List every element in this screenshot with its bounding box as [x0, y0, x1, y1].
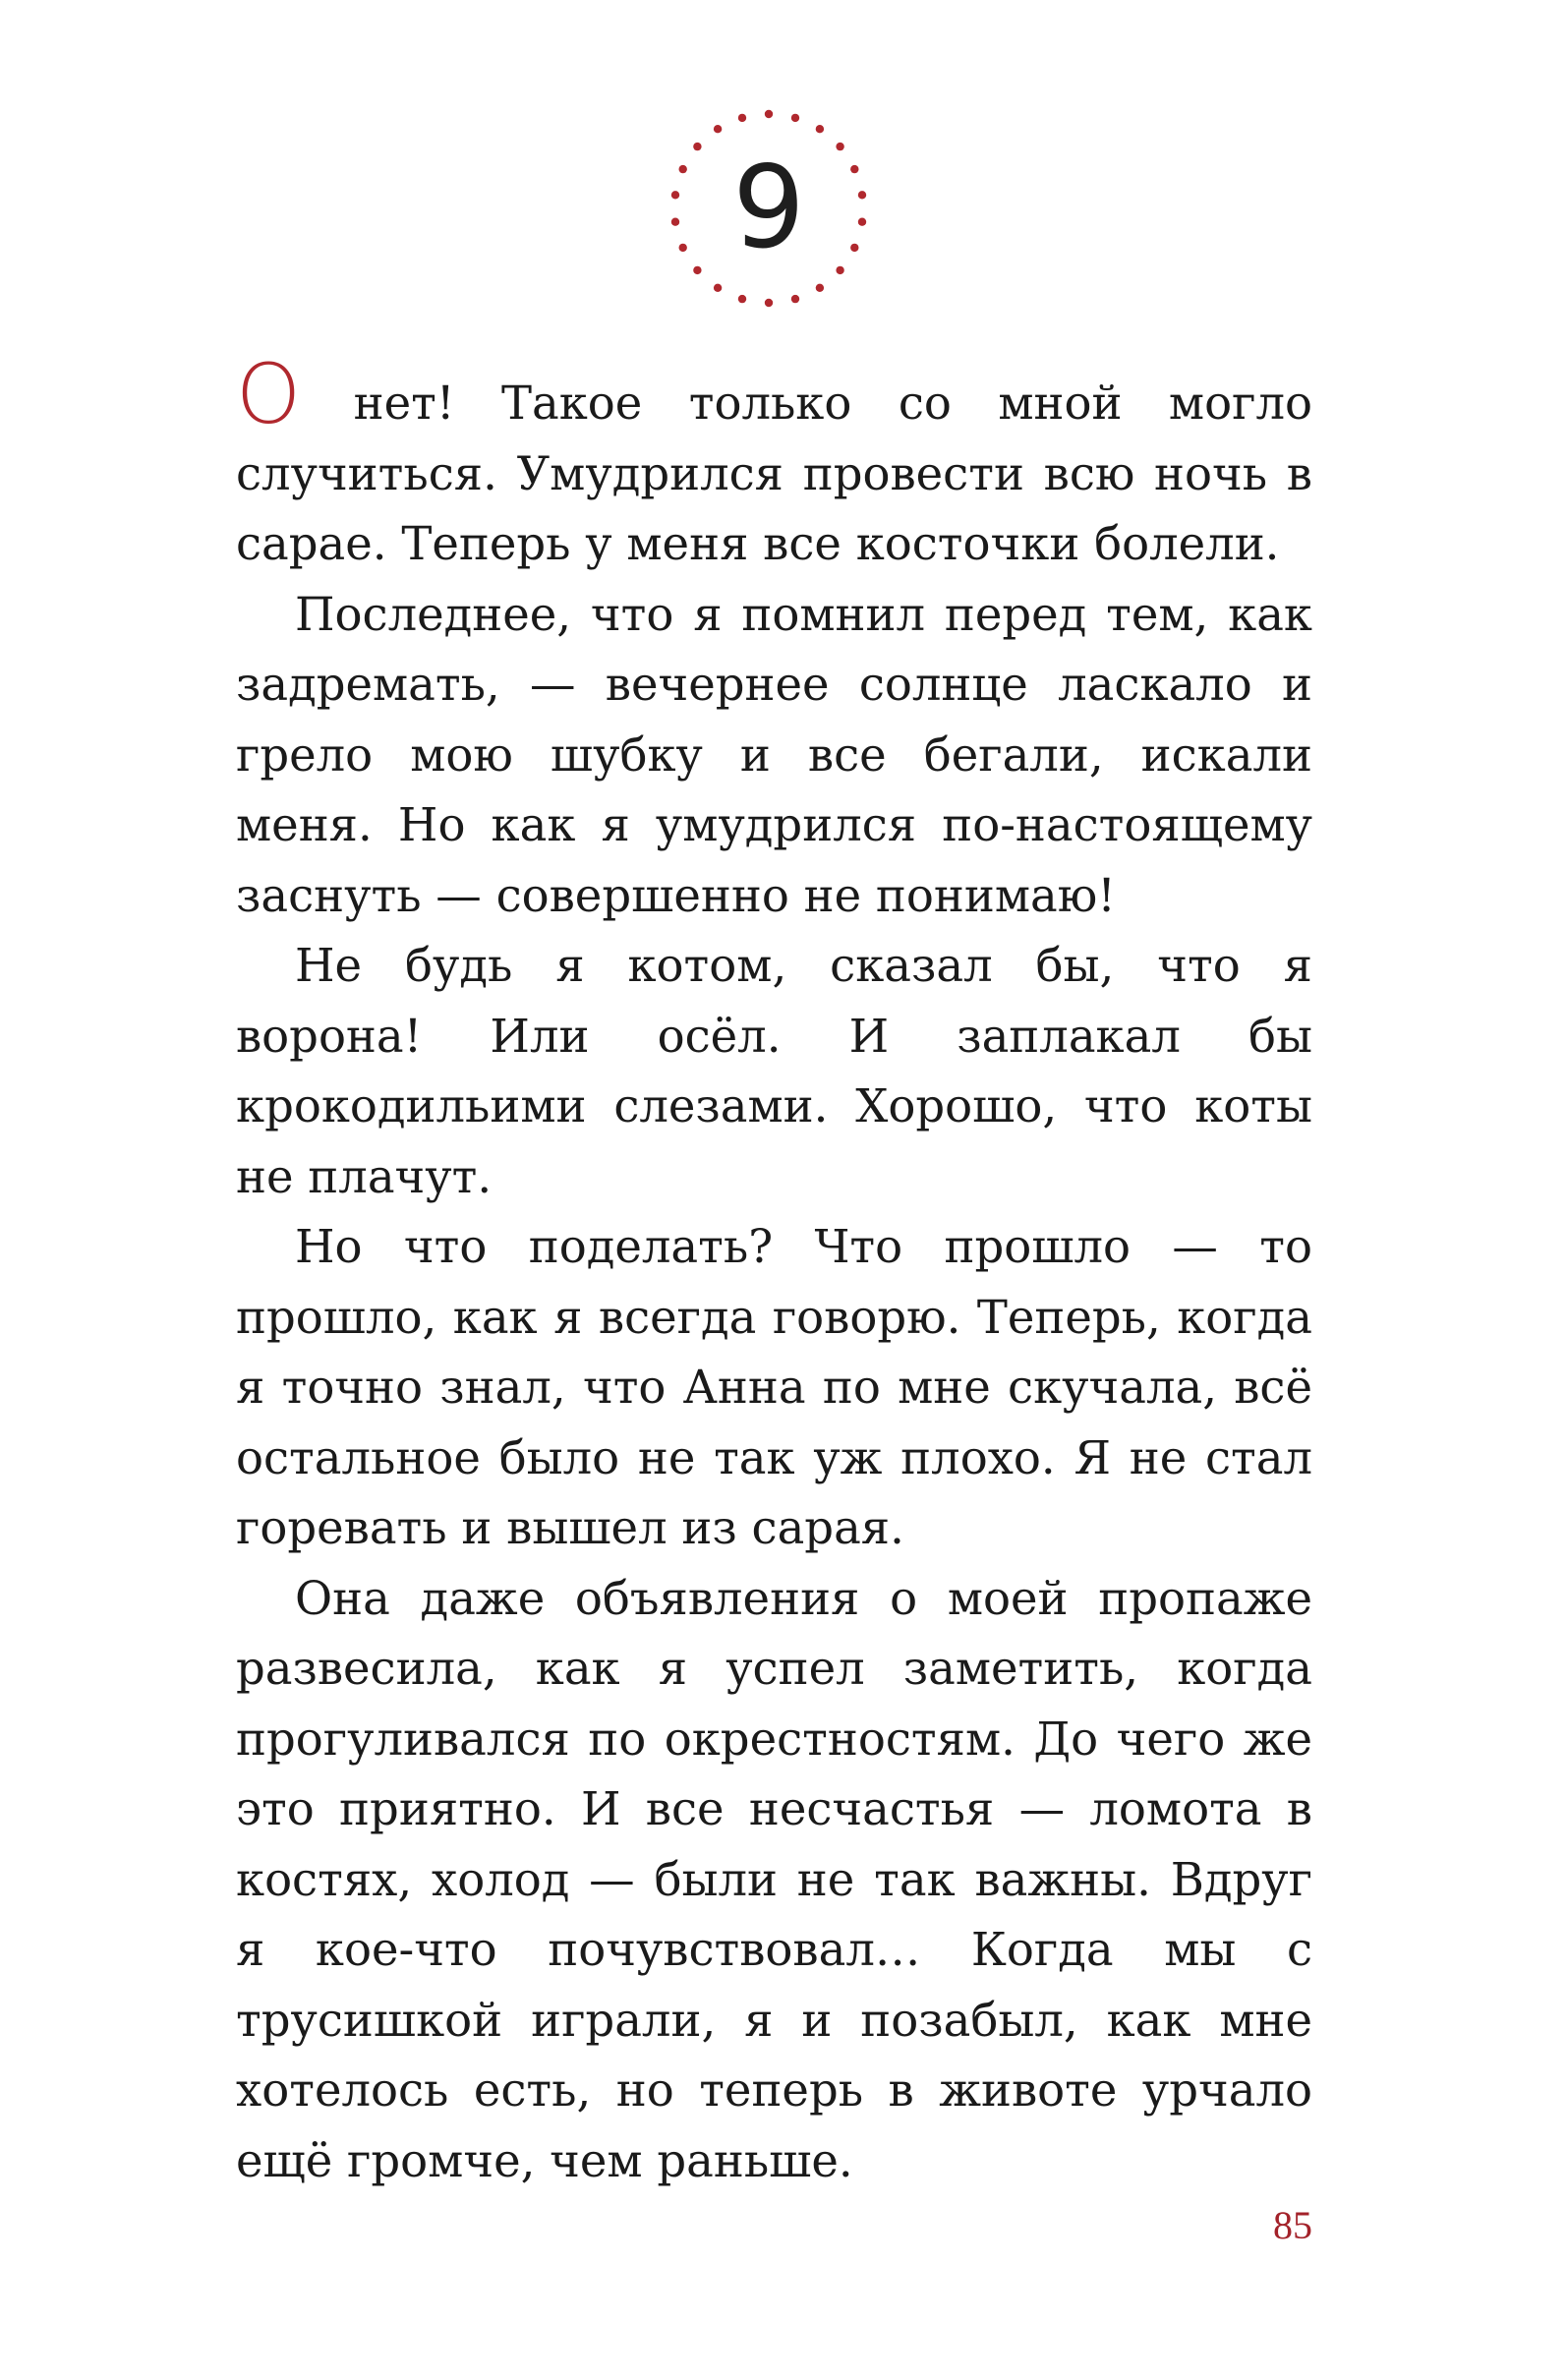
paragraph: Но что поделать? Что прошло — то прошло, как я всегда говорю. Теперь, когда я точно знал, что Анна по мне скучала, всё остальное было не так уж плохо. Я не стал горевать и вышел из сарая.: [236, 1220, 1312, 1554]
paragraph: Не будь я котом, сказал бы, что я ворона! Или осёл. И заплакал бы крокодильими слезами. Хорошо, что коты не плачут.: [236, 939, 1312, 1203]
paragraph: [236, 346, 1312, 580]
paragraph-text: нет! Такое только со мной могло случиться. Умудрился провести всю ночь в сарае. Теперь у меня все косточки болели.: [236, 377, 1312, 570]
paragraph: Последнее, что я помнил перед тем, как задремать, — вечернее солнце ласкало и грело мою шубку и все бегали, искали меня. Но как я умудрился по-настоящему заснуть — совершенно не понимаю!: [236, 587, 1312, 922]
chapter-badge: [651, 90, 887, 326]
chapter-text: [236, 346, 1312, 2196]
drop-cap: О: [236, 346, 302, 442]
paragraph: Она даже объявления о моей пропаже развесила, как я успел заметить, когда прогуливался по окрестностям. До чего же это приятно. И все несчастья — ломота в костях, холод — были не так важны. Вдруг я кое-что почувствовал… Когда мы с трусишкой играли, я и позабыл, как мне хотелось есть, но теперь в животе урчало ещё громче, чем раньше.: [236, 1571, 1312, 2187]
chapter-number: 9: [732, 142, 805, 274]
page-number: 85: [1273, 2203, 1312, 2247]
